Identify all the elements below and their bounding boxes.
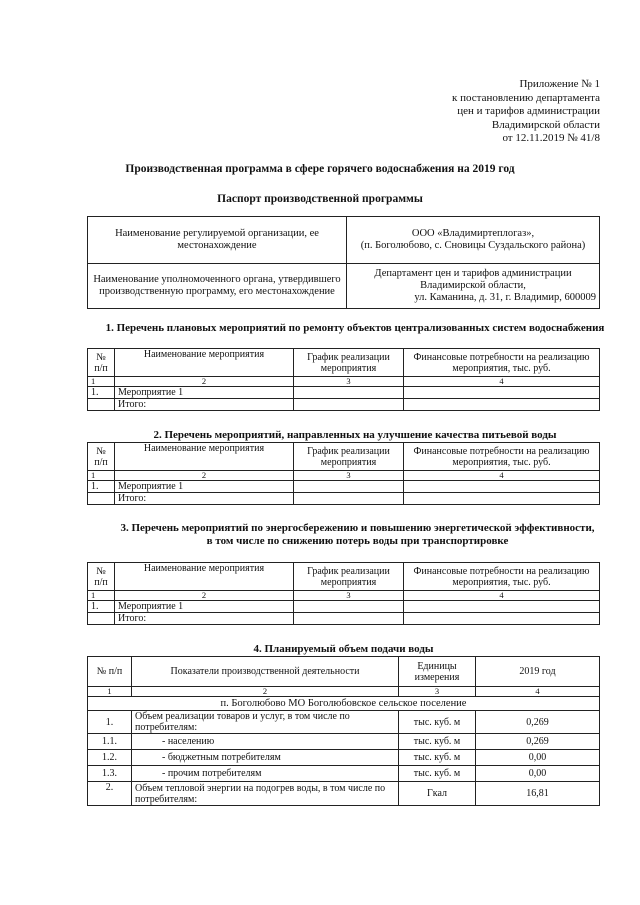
row-name: - прочим потребителям [132, 766, 399, 782]
row-unit: тыс. куб. м [399, 734, 476, 750]
header-cell: Финансовые потребности на реализацию мероприятия, тыс. руб. [404, 563, 600, 591]
table-cell: 1. [88, 601, 115, 613]
table-cell: Мероприятие 1 [115, 481, 294, 493]
row-unit: тыс. куб. м [399, 750, 476, 766]
index-cell: 1 [88, 591, 115, 601]
header-cell: Финансовые потребности на реализацию мероприятия, тыс. руб. [404, 443, 600, 471]
table-cell: 1. [88, 387, 115, 399]
section-title: 4. Планируемый объем подачи воды [253, 643, 434, 655]
header-cell: № п/п [88, 563, 115, 591]
index-cell: 3 [294, 591, 404, 601]
index-cell: 1 [88, 471, 115, 481]
header-cell: Единицы измерения [399, 657, 476, 687]
table-cell: Итого: [115, 399, 294, 411]
passport-title: Паспорт производственной программы [217, 193, 423, 205]
table-cell [404, 613, 600, 625]
table-cell [294, 601, 404, 613]
header-cell: График реализации мероприятия [294, 443, 404, 471]
index-cell: 4 [476, 687, 600, 697]
header-cell: Наименование мероприятия [115, 349, 294, 377]
passport-cell: Наименование уполномоченного органа, утвердившего производственную программу, его местонахождение [88, 264, 347, 309]
row-value: 0,00 [476, 750, 600, 766]
section-title: 2. Перечень мероприятий, направленных на улучшение качества питьевой воды [153, 429, 557, 441]
table-cell [404, 481, 600, 493]
location-row: п. Боголюбово МО Боголюбовское сельское поселение [88, 697, 600, 711]
header-cell: 2019 год [476, 657, 600, 687]
table-cell: Мероприятие 1 [115, 387, 294, 399]
passport-table [87, 216, 600, 309]
index-cell: 3 [294, 471, 404, 481]
measures-table-3 [87, 562, 600, 625]
row-name: - населению [132, 734, 399, 750]
table-cell: Итого: [115, 493, 294, 505]
page-title: Производственная программа в сфере горячего водоснабжения на 2019 год [125, 163, 515, 175]
row-value: 0,269 [476, 711, 600, 734]
header-cell: Финансовые потребности на реализацию мероприятия, тыс. руб. [404, 349, 600, 377]
measures-table-1 [87, 348, 600, 411]
measures-table-2 [87, 442, 600, 505]
appendix-line: Приложение № 1 [519, 78, 600, 90]
passport-value: (п. Боголюбово, с. Сновицы Суздальского района) [360, 240, 586, 251]
appendix-line: Владимирской области [491, 118, 600, 131]
row-unit: тыс. куб. м [399, 766, 476, 782]
row-name: Объем реализации товаров и услуг, в том числе по потребителям: [132, 711, 399, 734]
passport-cell [347, 264, 600, 309]
passport-value: ООО «Владимиртеплогаз», [411, 228, 535, 239]
table-cell [294, 613, 404, 625]
appendix-line: от 12.11.2019 № 41/8 [502, 132, 600, 144]
table-cell [88, 613, 115, 625]
passport-value: ул. Каманина, д. 31, г. Владимир, 600009 [414, 292, 596, 303]
table-cell [404, 493, 600, 505]
row-value: 16,81 [476, 782, 600, 806]
passport-cell [347, 217, 600, 264]
header-cell: График реализации мероприятия [294, 563, 404, 591]
header-cell: График реализации мероприятия [294, 349, 404, 377]
index-cell: 4 [404, 377, 600, 387]
row-unit: Гкал [399, 782, 476, 806]
passport-cell: Наименование регулируемой организации, ее местонахождение [88, 217, 347, 264]
table-cell [294, 399, 404, 411]
appendix-line: цен и тарифов администрации [457, 105, 600, 117]
section-title: 1. Перечень плановых мероприятий по ремонту объектов централизованных систем водоснабжения [105, 322, 605, 334]
index-cell: 3 [294, 377, 404, 387]
index-cell: 4 [404, 471, 600, 481]
index-cell: 1 [88, 687, 132, 697]
index-cell: 2 [115, 591, 294, 601]
table-cell: 1. [88, 481, 115, 493]
header-cell: № п/п [88, 443, 115, 471]
index-cell: 2 [115, 471, 294, 481]
row-num: 1.3. [88, 766, 132, 782]
row-num: 1. [88, 711, 132, 734]
table-cell [294, 481, 404, 493]
table-cell [294, 493, 404, 505]
table-cell [294, 387, 404, 399]
table-cell [404, 601, 600, 613]
row-name: - бюджетным потребителям [132, 750, 399, 766]
header-cell: № п/п [88, 657, 132, 687]
row-num: 2. [88, 782, 132, 806]
passport-value: Департамент цен и тарифов администрации Владимирской области, [374, 268, 572, 291]
header-cell: Показатели производственной деятельности [132, 657, 399, 687]
section-title: 3. Перечень мероприятий по энергосбережению и повышению энергетической эффективности, в том числе по снижению потерь воды при транспортировке [120, 522, 595, 547]
volume-table [87, 656, 600, 806]
index-cell: 2 [115, 377, 294, 387]
table-cell: Мероприятие 1 [115, 601, 294, 613]
row-unit: тыс. куб. м [399, 711, 476, 734]
index-cell: 1 [88, 377, 115, 387]
table-cell [404, 387, 600, 399]
appendix-header [452, 78, 600, 146]
table-cell: Итого: [115, 613, 294, 625]
table-cell [88, 399, 115, 411]
table-cell [404, 399, 600, 411]
row-num: 1.2. [88, 750, 132, 766]
header-cell: Наименование мероприятия [115, 563, 294, 591]
table-cell [88, 493, 115, 505]
row-name: Объем тепловой энергии на подогрев воды, в том числе по потребителям: [132, 782, 399, 806]
index-cell: 4 [404, 591, 600, 601]
row-value: 0,269 [476, 734, 600, 750]
row-value: 0,00 [476, 766, 600, 782]
index-cell: 2 [132, 687, 399, 697]
header-cell: № п/п [88, 349, 115, 377]
row-num: 1.1. [88, 734, 132, 750]
header-cell: Наименование мероприятия [115, 443, 294, 471]
appendix-line: к постановлению департамента [452, 91, 600, 104]
index-cell: 3 [399, 687, 476, 697]
